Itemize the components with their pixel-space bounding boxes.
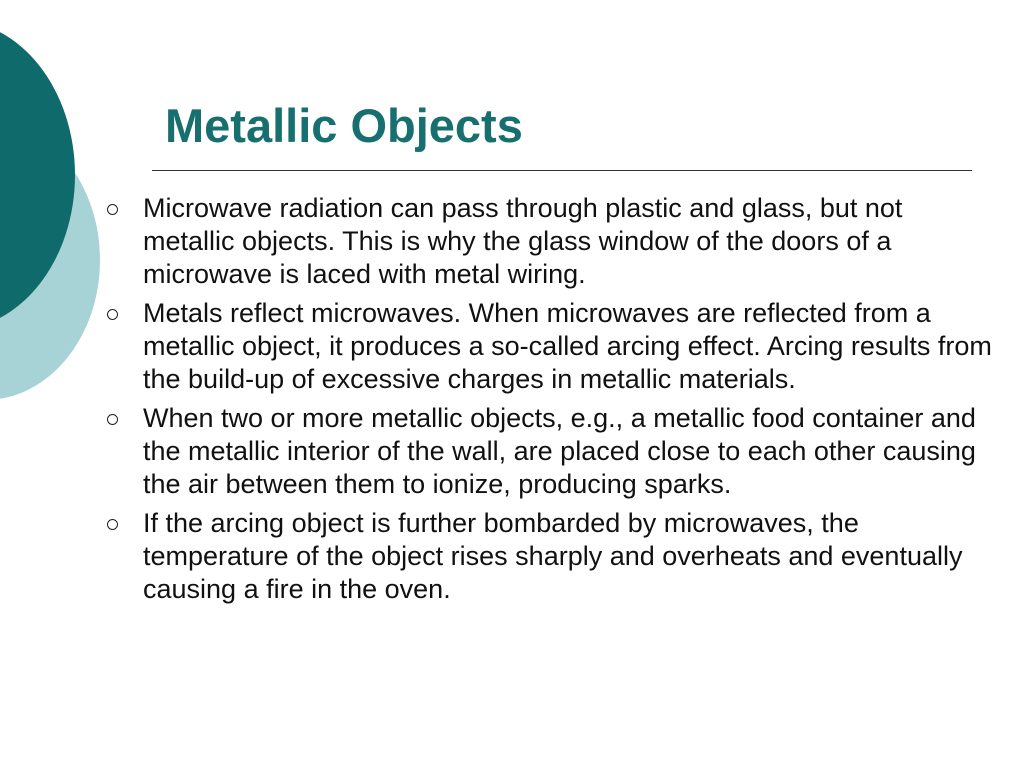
bullet-text: If the arcing object is further bombarded by microwaves, the temperature of the object rises sharply and overheats and eventually causing a fire in the oven. (143, 508, 963, 604)
bullet-item (104, 192, 999, 291)
bullet-item (104, 507, 999, 606)
bullet-item (104, 402, 999, 501)
bullet-item (104, 297, 999, 396)
bullet-text: Microwave radiation can pass through plastic and glass, but not metallic objects. This is why the glass window of the doors of a microwave is laced with metal wiring. (143, 193, 903, 289)
slide-title: Metallic Objects (165, 99, 523, 152)
hollow-circle-bullet-icon (107, 309, 118, 320)
hollow-circle-bullet-icon (107, 519, 118, 530)
hollow-circle-bullet-icon (107, 204, 118, 215)
bullet-text: Metals reflect microwaves. When microwaves are reflected from a metallic object, it produces a so-called arcing effect. Arcing results from the build-up of excessive charges in metallic materials. (143, 298, 992, 394)
bullet-list (104, 192, 999, 612)
title-divider (152, 170, 972, 171)
bullet-text: When two or more metallic objects, e.g., a metallic food container and the metallic interior of the wall, are placed close to each other causing the air between them to ionize, producing sparks. (143, 403, 976, 499)
hollow-circle-bullet-icon (107, 414, 118, 425)
